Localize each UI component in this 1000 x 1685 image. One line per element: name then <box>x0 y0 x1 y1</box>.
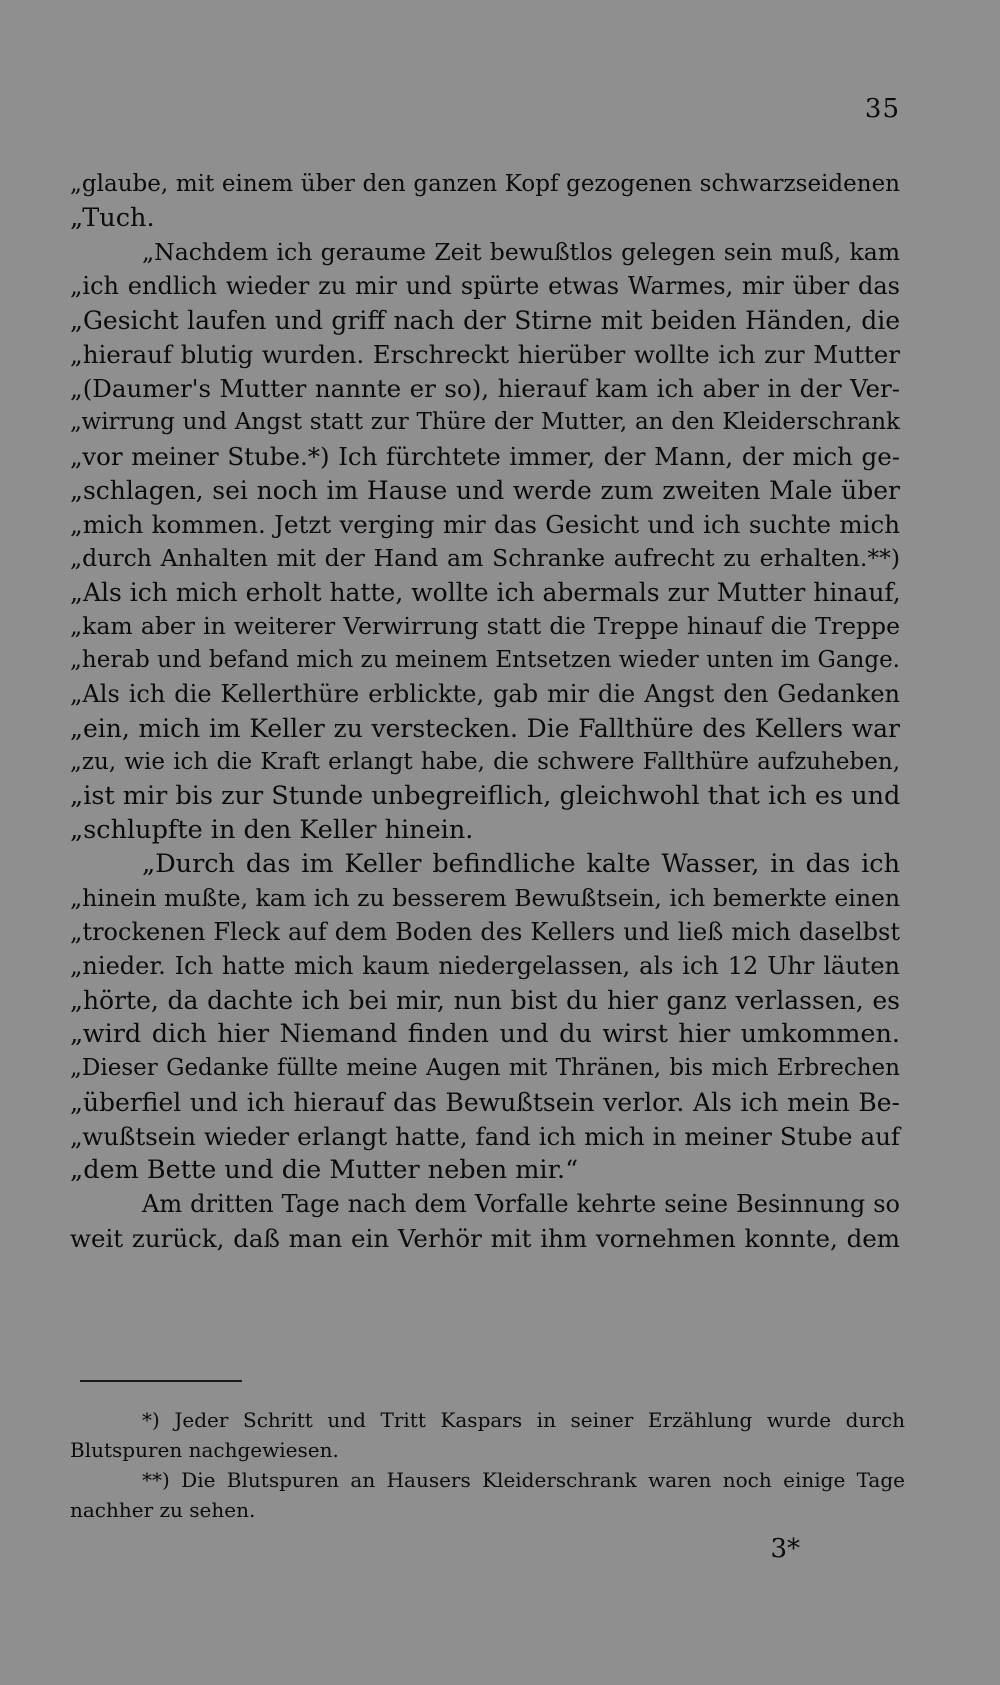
text-line: „schlupfte in den Keller hinein. <box>70 815 474 845</box>
text-line: „Tuch. <box>70 203 155 233</box>
footnote-line: nachher zu sehen. <box>70 1498 256 1522</box>
text-line: „wirrung und Angst statt zur Thüre der Mutter, an den Kleiderschrank <box>70 409 900 435</box>
text-line: weit zurück, daß man ein Verhör mit ihm vornehmen konnte, dem <box>70 1224 900 1253</box>
text-line: „ist mir bis zur Stunde unbegreiflich, gleichwohl that ich es und <box>70 781 901 811</box>
text-line: „Nachdem ich geraume Zeit bewußtlos gelegen sein muß, kam <box>142 238 900 266</box>
text-line: „ein, mich im Keller zu verstecken. Die Fallthüre des Kellers war <box>70 714 900 743</box>
text-line: „Dieser Gedanke füllte meine Augen mit Thränen, bis mich Erbrechen <box>70 1055 900 1081</box>
text-line: „Als ich mich erholt hatte, wollte ich abermals zur Mutter hinauf, <box>70 578 901 607</box>
text-line: „hörte, da dachte ich bei mir, nun bist du hier ganz verlassen, es <box>70 986 900 1015</box>
footnote-divider <box>80 1380 242 1382</box>
text-line: „(Daumer's Mutter nannte er so), hierauf kam ich aber in der Ver- <box>70 374 900 403</box>
text-line: „zu, wie ich die Kraft erlangt habe, die schwere Fallthüre aufzuheben, <box>70 749 900 775</box>
text-line: „ich endlich wieder zu mir und spürte etwas Warmes, mir über das <box>70 272 900 300</box>
text-line: „Als ich die Kellerthüre erblickte, gab mir die Angst den Gedanken <box>70 680 900 708</box>
text-line: „kam aber in weiterer Verwirrung statt die Treppe hinauf die Treppe <box>70 612 900 640</box>
text-line: „herab und befand mich zu meinem Entsetzen wieder unten im Gange. <box>70 647 900 673</box>
text-line: „dem Bette und die Mutter neben mir.“ <box>70 1155 579 1185</box>
footnote-line: *) Jeder Schritt und Tritt Kaspars in seiner Erzählung wurde durch <box>142 1408 905 1432</box>
footnote-line: Blutspuren nachgewiesen. <box>70 1438 339 1462</box>
text-line: „wird dich hier Niemand finden und du wirst hier umkommen. <box>70 1019 900 1049</box>
text-line: „glaube, mit einem über den ganzen Kopf gezogenen schwarzseidenen <box>70 171 900 197</box>
signature-mark: 3* <box>770 1534 800 1564</box>
text-line: „mich kommen. Jetzt verging mir das Gesicht und ich suchte mich <box>70 510 900 539</box>
page-number: 35 <box>864 94 900 124</box>
text-line: „trockenen Fleck auf dem Boden des Kellers und ließ mich daselbst <box>70 918 900 946</box>
text-line: „wußtsein wieder erlangt hatte, fand ich mich in meiner Stube auf <box>70 1122 900 1151</box>
text-line: „überfiel und ich hierauf das Bewußtsein verlor. Als ich mein Be- <box>70 1088 900 1117</box>
text-line: „vor meiner Stube.*) Ich fürchtete immer, der Mann, der mich ge- <box>70 442 900 471</box>
text-line: „nieder. Ich hatte mich kaum niedergelassen, als ich 12 Uhr läuten <box>70 952 900 980</box>
text-line: „hinein mußte, kam ich zu besserem Bewußtsein, ich bemerkte einen <box>70 884 900 912</box>
text-line: „Gesicht laufen und griff nach der Stirne mit beiden Händen, die <box>70 306 900 335</box>
text-line: Am dritten Tage nach dem Vorfalle kehrte seine Besinnung so <box>142 1190 900 1218</box>
text-line: „schlagen, sei noch im Hause und werde zum zweiten Male über <box>70 476 900 505</box>
text-line: „hierauf blutig wurden. Erschreckt hierüber wollte ich zur Mutter <box>70 340 900 369</box>
footnote-line: **) Die Blutspuren an Hausers Kleiderschrank waren noch einige Tage <box>142 1468 905 1492</box>
text-line: „Durch das im Keller befindliche kalte Wasser, in das ich <box>142 849 900 879</box>
text-line: „durch Anhalten mit der Hand am Schranke aufrecht zu erhalten.**) <box>70 544 900 572</box>
